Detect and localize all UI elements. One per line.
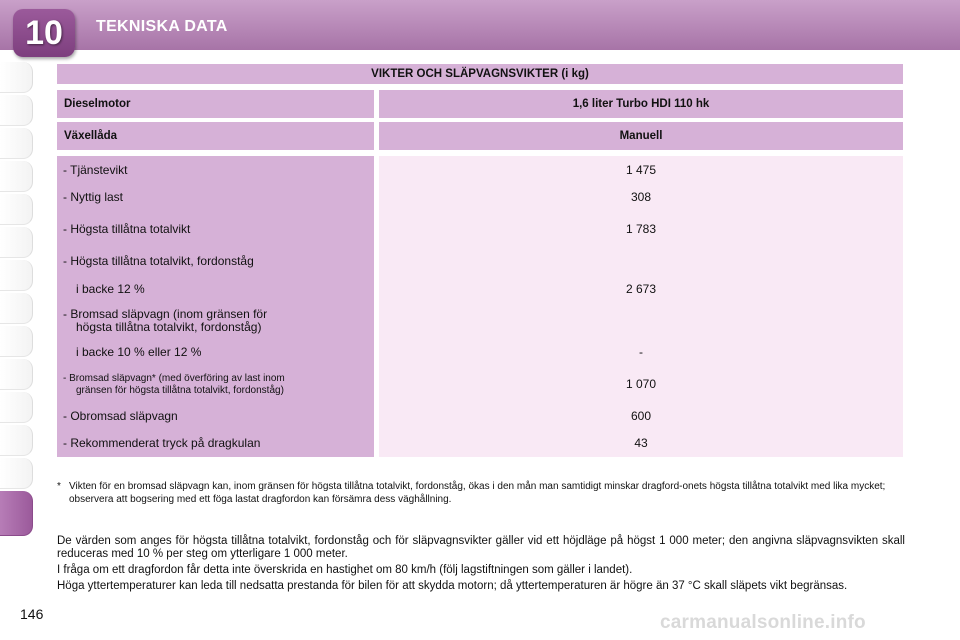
chapter-side-tabs <box>0 62 36 538</box>
row-label-braked-trailer: - Bromsad släpvagn (inom gränsen för <box>63 307 268 321</box>
row-label-slope-12: i backe 12 % <box>76 282 145 296</box>
chapter-tab[interactable] <box>0 227 33 258</box>
row-label-braked-trailer-transfer: - Bromsad släpvagn* (med överföring av last inom <box>63 373 285 384</box>
row-label-max-train-weight: - Högsta tillåtna totalvikt, fordonståg <box>63 254 254 268</box>
chapter-tab[interactable] <box>0 425 33 456</box>
chapter-tab[interactable] <box>0 326 33 357</box>
row-value-braked-trailer-transfer: 1 070 <box>625 377 657 391</box>
row-label-braked-trailer-transfer-cont: gränsen för högsta tillåtna totalvikt, fordonståg) <box>76 385 284 396</box>
row-value-slope-10-12: - <box>639 345 643 359</box>
engine-value: 1,6 liter Turbo HDI 110 hk <box>379 90 903 118</box>
row-value-towball-pressure: 43 <box>634 436 648 450</box>
gearbox-value: Manuell <box>379 122 903 150</box>
row-label-braked-trailer-cont: högsta tillåtna totalvikt, fordonståg) <box>76 320 262 334</box>
gearbox-row <box>57 122 903 150</box>
paragraph-temperature: Höga yttertemperaturer kan leda till nedsatta prestanda för bilen för att skydda motorn; då yttertemperaturen är högre än 37 °C skall släpets vikt begränsas. <box>57 580 848 592</box>
chapter-tab[interactable] <box>0 128 33 159</box>
chapter-tab-active[interactable] <box>0 491 33 536</box>
row-value-unbraked-trailer: 600 <box>630 409 652 423</box>
table-title: VIKTER OCH SLÄPVAGNSVIKTER (i kg) <box>57 64 903 84</box>
chapter-tab[interactable] <box>0 458 33 489</box>
row-label-curb-weight: - Tjänstevikt <box>63 163 128 177</box>
row-label-payload: - Nyttig last <box>63 190 124 204</box>
paragraph-speed: I fråga om ett dragfordon får detta inte överskrida en hastighet om 80 km/h (följ lagstiftningen som gäller i landet). <box>57 564 633 576</box>
engine-label: Dieselmotor <box>57 90 374 118</box>
paragraph-altitude: De värden som anges för högsta tillåtna totalvikt, fordonståg och för släpvagnsvikter gäller vid ett höjdläge på högst 1 000 meter; den angivna släpvagnsvikten skall reduceras med 10 % per steg om ytterligare 1 000 meter. <box>57 535 905 560</box>
row-value-max-total-weight: 1 783 <box>625 222 657 236</box>
chapter-tab[interactable] <box>0 62 33 93</box>
engine-row <box>57 90 903 118</box>
footnote-text: Vikten för en bromsad släpvagn kan, inom gränsen för högsta tillåtna totalvikt, fordonståg, ökas i den mån man samtidigt minskar dragford-onets högsta tillåtna totalvikt med lika mycket; observera att bogsering med ett föga lastat dragfordon kan försämra dess väghållning. <box>69 481 886 505</box>
row-value-payload: 308 <box>630 190 652 204</box>
watermark: carmanualsonline.info <box>660 612 866 633</box>
chapter-tab[interactable] <box>0 359 33 390</box>
row-label-slope-10-12: i backe 10 % eller 12 % <box>76 345 202 359</box>
chapter-tab[interactable] <box>0 194 33 225</box>
row-value-curb-weight: 1 475 <box>625 163 657 177</box>
footnote <box>57 480 907 506</box>
chapter-tab[interactable] <box>0 95 33 126</box>
chapter-tab[interactable] <box>0 161 33 192</box>
chapter-tab[interactable] <box>0 392 33 423</box>
chapter-tab[interactable] <box>0 260 33 291</box>
row-value-slope-12: 2 673 <box>625 282 657 296</box>
footnote-marker: * <box>57 481 61 492</box>
gearbox-label: Växellåda <box>57 122 374 150</box>
row-label-unbraked-trailer: - Obromsad släpvagn <box>63 409 178 423</box>
chapter-number: 10 <box>25 14 63 52</box>
row-label-towball-pressure: - Rekommenderat tryck på dragkulan <box>63 436 261 450</box>
chapter-tab[interactable] <box>0 293 33 324</box>
chapter-title: TEKNISKA DATA <box>96 18 228 35</box>
row-label-max-total-weight: - Högsta tillåtna totalvikt <box>63 222 191 236</box>
page-number: 146 <box>20 606 44 622</box>
